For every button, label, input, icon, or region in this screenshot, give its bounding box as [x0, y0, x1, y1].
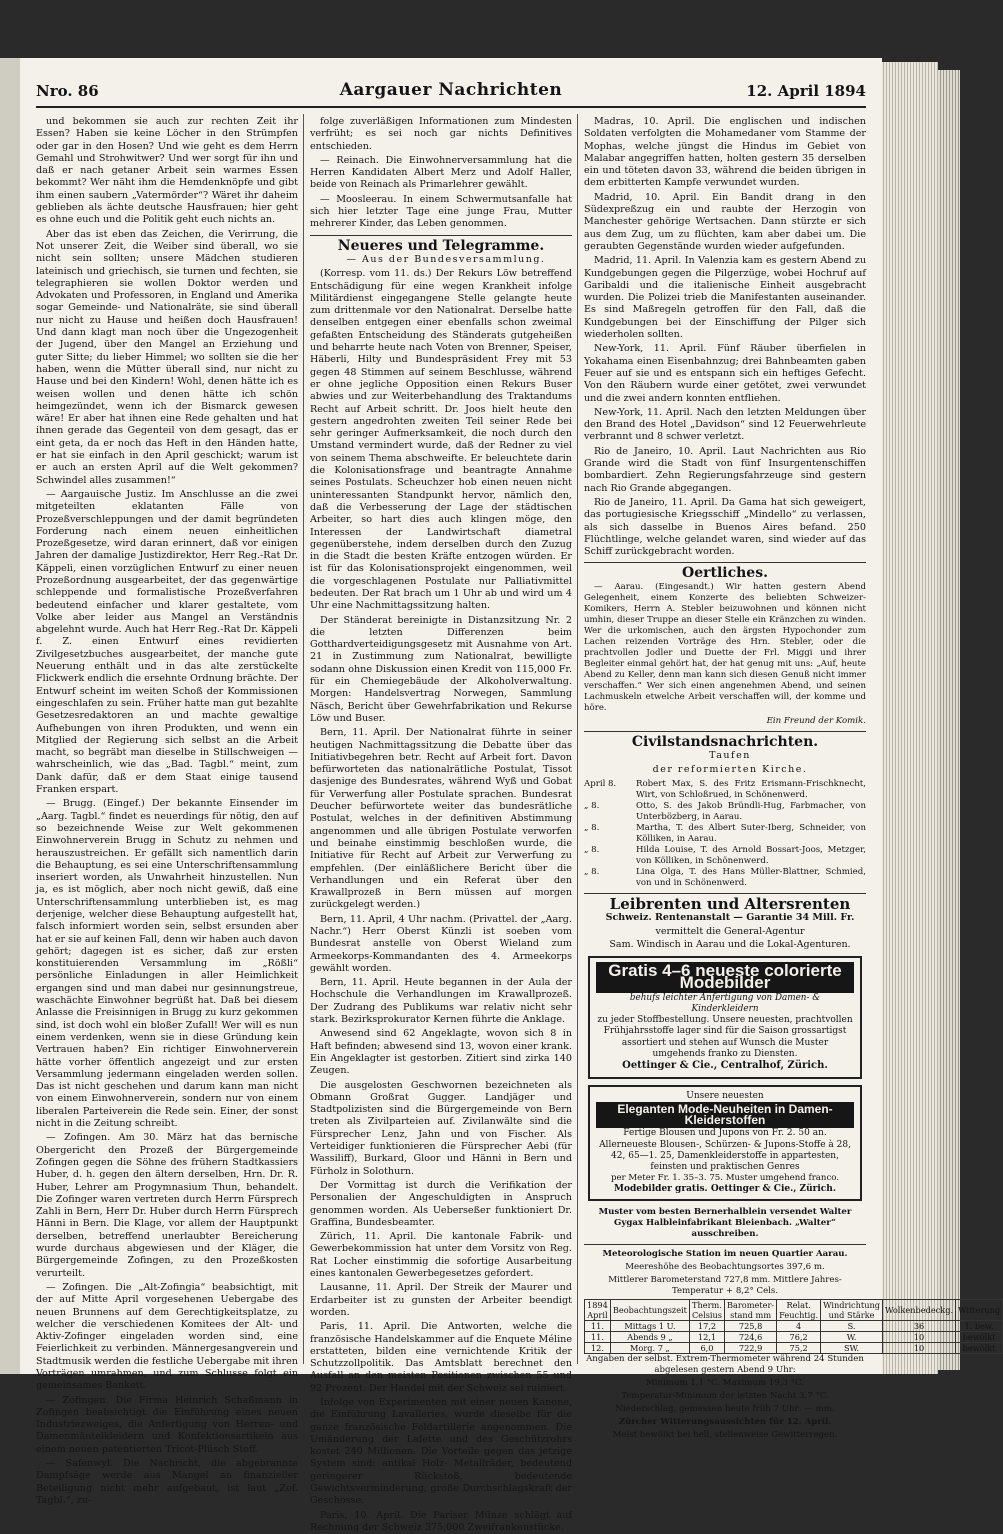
weather-cell: Mittags 1 U. [610, 1321, 689, 1332]
civil-date: April 8. [584, 778, 617, 789]
weather-cell: 11. [585, 1332, 611, 1343]
weather-row [585, 1332, 1003, 1343]
weather-header-row [585, 1300, 1003, 1321]
article-paragraph: — Zofingen. Die „Alt-Zofingia“ beabsichtigt, mit der auf Mitte April vorgesehenen Uebergabe des neuen Brunnens auf dem Gerechtigkeitsplatze, zu welcher die verschiedenen Komitees der Alt- und Aktiv-Zofinger eingeladen worden sind, eine Feierlichkeit zu verbinden. Männergesangverein und Stadtmusik werden die festliche Uebergabe mit ihren Vorträgen umrahmen, und zum Schlusse folgt ein gemeinsames Bankett. [36, 1281, 298, 1392]
local-news-paragraph: — Aarau. (Eingesandt.) Wir hatten gestern Abend Gelegenheit, einem Konzerte des beliebten Schweizer-Komikers, Herrn A. Stebler beizuwohnen und können nicht umhin, dieser Truppe an dieser Stelle ein Kränzchen zu winden. Wer die urkomischen, auch den ärgsten Hypochonder zum Lachen reizenden Vorträge des Hrn. Stebler, oder die prachtvollen Jodler und Duette der Frl. Miggi und ihrer Begleiter einmal gehört hat, der hat genug mit uns: „Auf, heute Abend zu Keller, denn man kann sich diesen Genuß nicht immer verschaffen.“ Wer sich einen angenehmen Abend, und seinen Lachmuskeln etwelche Arbeit verschaffen will, der komme und höre. [584, 581, 866, 713]
page-stack-edge-back [938, 70, 960, 1370]
section-heading-local: Oertliches. [682, 565, 768, 582]
weather-cell: bewölkt [956, 1343, 1003, 1354]
weather-note: Meist bewölkt bei hell, stellenweise Gewitterregen. [612, 1430, 838, 1441]
civil-date: „ 8. [584, 844, 600, 855]
civil-text: Lina Olga, T. des Hans Müller-Blattner, Schmied, von und in Schönenwerd. [636, 866, 866, 888]
ad-halblein: Muster vom besten Bernerhalblein versendet Walter Gygax Halbleinfabrikant Bleienbach. „Walter“ ausschreiben. [598, 1207, 852, 1240]
weather-cell: 6,0 [689, 1343, 724, 1354]
weather-cell: S. [821, 1321, 883, 1332]
ad-mode-neuheiten [588, 1085, 862, 1202]
section-divider [310, 235, 572, 236]
column-rule [303, 114, 304, 1364]
weather-cell: 725,8 [725, 1321, 777, 1332]
weather-row [585, 1321, 1003, 1332]
weather-line: Meereshöhe des Beobachtungsortes 397,6 m. [625, 1262, 825, 1273]
civil-entry [584, 845, 866, 867]
weather-cell: 10 [883, 1343, 956, 1354]
telegram-paragraph: Die ausgelosten Geschwornen bezeichneten als Obmann Großrat Gugger. Landjäger und Stadtpolizisten sind die Bürgergemeinde von Bern treten als Zivilparteien auf. Zivilanwälte sind die Fürsprecher Lenz, Jahn und von Fischer. Als Verteidiger funktionieren die Fürsprecher Aebi (für Wassiliff), Burkard, Gloor und Hänni in Bern und Fürholz in Solothurn. [310, 1079, 572, 1177]
weather-cell: Abends 9 „ [610, 1332, 689, 1343]
ad-mode-firm: Modebilder gratis. Oettinger & Cie., Zürich. [614, 1184, 836, 1195]
telegram-paragraph: New-York, 11. April. Nach den letzten Meldungen über den Brand des Hotel „Davidson“ sind 12 Feuerwehrleute verbrannt und 8 schwer verletzt. [584, 406, 866, 443]
newspaper-page [20, 58, 1001, 1533]
article-paragraph: — Zofingen. Am 30. März hat das bernische Obergericht den Prozeß der Bürgergemeinde Zofingen gegen die Söhne des frühern Stadtkassiers Huber, d. h. gegen den ältern derselben, Hrn. Dr. R. Huber, Lehrer am Progymnasium Thun, behandelt. Die Zofinger waren vertreten durch Herrn Fürsprech Zahli in Bern, Herr Dr. Huber durch Herrn Fürsprech Hänni in Bern. Die Klage, vor allem der Hauptpunkt derselben, betreffend unerlaubter Bereicherung wurde durchaus abgewiesen und der Kläger, die Bürgergemeinde Zofingen, zu den Prozeßkosten verurteilt. [36, 1132, 298, 1279]
weather-note: Temperatur-Minimum der letzten Nacht 3,7 °C. [621, 1391, 829, 1402]
ad-mode-text: Fertige Blousen und Jupons von Fr. 2. 50 an. Allerneueste Blousen-, Schürzen- & Jupons-Stoffe à 28, 42, 65—1. 25, Damenkleiderstoffe in appartesten, feinsten und praktischen Genres [599, 1128, 851, 1172]
article-paragraph: — Reinach. Die Einwohnerversammlung hat die Herren Kandidaten Albert Merz und Adolf Haller, beide von Reinach als Primarlehrer gewählt. [310, 154, 572, 191]
telegram-paragraph: Anwesend sind 62 Angeklagte, wovon sich 8 in Haft befinden; abwesend sind 13, wovon einer krank. Ein Angeklagter ist gestorben. Zitiert sind zirka 140 Zeugen. [310, 1028, 572, 1077]
issue-date: 12. April 1894 [746, 82, 866, 100]
weather-note: Niederschlag, gemessen heute früh 7 Uhr: — mm. [615, 1404, 835, 1415]
weather-cell: 11. [585, 1321, 611, 1332]
telegram-paragraph: Bern, 11. April, 4 Uhr nachm. (Privattel. der „Aarg. Nachr.“) Herr Oberst Künzli ist soeben vom Bundesrat anstelle von Oberst Wieland zum Armeekorps-Kommandanten des 4. Armeekorps gewählt worden. [310, 913, 572, 974]
weather-note: Zürcher Witterungsaussichten für 12. April. [618, 1417, 832, 1428]
article-paragraph: und bekommen sie auch zur rechten Zeit ihr Essen? Haben sie keine Löcher in den Strümpfen oder gar in den Hosen? Und wie geht es dem Herrn Gemahl und Strohwitwer? Und wer sorgt für ihn und daß er nach getaner Arbeit sein warmes Essen bekommt? Wer näht ihm die Hemdenknöpfe und gibt ihm einen saubern „Vatermörder“? Wäret ihr daheim geblieben als ächte deutsche Hausfrauen; hier geht es ohne euch und die Politik geht euch nichts an. [36, 116, 298, 226]
newspaper-title: Aargauer Nachrichten [339, 80, 563, 100]
weather-col-header: 1894 April [585, 1300, 611, 1321]
civil-entry [584, 801, 866, 823]
ad-rent-small: vermittelt die General-Agentur [655, 926, 805, 938]
weather-col-header: Windrichtung und Stärke [821, 1300, 883, 1321]
weather-heading: Meteorologische Station im neuen Quartier Aarau. [602, 1249, 848, 1260]
section-divider [584, 731, 866, 732]
weather-note: Angaben der selbst. Extrem-Thermometer während 24 Stunden abgelesen gestern Abend 9 Uhr: [586, 1354, 864, 1376]
telegram-paragraph: Zürich, 11. April. Die kantonale Fabrik- und Gewerbekommission hat unter dem Vorsitz von Reg. Rat Locher einstimmig die sofortige Ausarbeitung eines kantonalen Gewerbegesetzes gefordert. [310, 1231, 572, 1280]
telegram-paragraph: Madras, 10. April. Die englischen und indischen Soldaten verfolgten die Mohamedaner vom Stamme der Mophas, welche jüngst die Hindus im Gebiet von Malabar angegriffen hatten, holten gestern 35 derselben ein und töteten davon 33, während die beiden übrigen in dem erbitterten Kampfe verwundet wurden. [584, 116, 866, 189]
section-divider [584, 562, 866, 563]
weather-cell: 10 [883, 1332, 956, 1343]
civil-text: Robert Max, S. des Fritz Erismann-Frischknecht, Wirt, von Schloßrued, in Schönenwerd. [636, 778, 866, 800]
column-rule [577, 114, 578, 1364]
column-3 [584, 116, 1001, 1441]
ad-rent-agent: Sam. Windisch in Aarau und die Lokal-Agenturen. [609, 939, 851, 951]
article-paragraph: — Aargauische Justiz. Im Anschlusse an die zwei mitgeteilten eklatanten Fälle von Prozeßverschleppungen und der damit begründeten Forderung nach einem neuen einheitlichen Prozeßgesetze, wird daran erinnert, daß vor einigen Jahren der damalige Justizdirektor, Herr Reg.-Rat Dr. Käppeli, einen vorzüglichen Entwurf zu einer neuen Prozeßordnung ausgearbeitet, der das gegenwärtige schleppende und formalistische Prozeßverfahren bedeutend einfacher und klarer gestaltete, vom Volke aber leider aus Mangel an Verständnis abgelehnt wurde. Auch hat Herr Reg.-Rat Dr. Käppeli f. Z. einen Entwurf eines revidierten Zivilgesetzbuches ausgearbeitet, der manche gute Neuerung enthält und in das alte zerstückelte Flickwerk endlich die ersehnte Ordnung brächte. Der Entwurf scheint im weiten Schoß der Kommissionen eingeschlafen zu sein. Früher hatte man gut bezahlte Gesetzesredaktoren an und machte gewaltige Aufhebungen von ihren Produkten, und wenn ein Mitglied der Regierung sich selbst an die Arbeit macht, so begräbt man dieselbe in Stillschweigen — wahrscheinlich, wie das „Bad. Tagbl.“ meint, zum Dank dafür, daß er dem Staat einige tausend Franken erspart. [36, 488, 298, 796]
section-divider [584, 1244, 866, 1245]
page-stack-edge [878, 62, 938, 1374]
article-paragraph: folge zuverläßigen Informationen zum Mindesten verfrüht; es sei noch gar nichts Definitives entschieden. [310, 116, 572, 152]
civil-subheading: Taufen [709, 749, 751, 761]
civil-date: „ 8. [584, 822, 600, 833]
telegram-paragraph: Bern, 11. April. Heute begannen in der Aula der Hochschule die Verhandlungen im Krawallprozeß. Der Zudrang des Publikums war relativ nicht sehr stark. Bezirksprokurator Kernen führte die Anklage. [310, 977, 572, 1026]
civil-entry [584, 867, 866, 889]
column-1 [36, 116, 298, 1506]
weather-cell: Morg. 7 „ [610, 1343, 689, 1354]
civil-entry [584, 779, 866, 801]
ad-modebilder [588, 956, 862, 1079]
civil-text: Hilda Louise, T. des Arnold Bossart-Joos, Metzger, von Kölliken, in Schönenwerd. [636, 844, 866, 866]
section-heading-telegrams: Neueres und Telegramme. [337, 237, 545, 254]
section-subheading: — Aus der Bundesversammlung. [346, 253, 546, 265]
civil-church: der reformierten Kirche. [652, 764, 808, 776]
civil-date: „ 8. [584, 800, 600, 811]
civil-text: Martha, T. des Albert Suter-Iberg, Schneider, von Kölliken, in Aarau. [636, 822, 866, 844]
ad-modebilder-italic: behufs leichter Anfertigung von Damen- & Kinderkleidern [629, 992, 821, 1014]
civil-entry [584, 823, 866, 845]
weather-cell: 1. bew. [956, 1321, 1003, 1332]
civil-date: „ 8. [584, 866, 600, 877]
weather-col-header: Therm. Celsius [689, 1300, 724, 1321]
weather-col-header: Witterung [956, 1300, 1003, 1321]
weather-col-header: Barometer-stand mm [725, 1300, 777, 1321]
telegram-paragraph: New-York, 11. April. Fünf Räuber überfielen in Yokahama einen Eisenbahnzug; drei Bahnbeamten gaben Feuer auf sie und es entspann sich ein heftiges Gefecht. Von den Räubern wurde einer getötet, zwei verwundet und die zwei andern konnten entfliehen. [584, 343, 866, 404]
weather-cell: SW. [821, 1343, 883, 1354]
article-paragraph: Aber das ist eben das Zeichen, die Verirrung, die Not unserer Zeit, die Weiber sind überall, wo sie nicht sein sollten; unsere Mädchen studieren lateinisch und griechisch, sie turnen und fechten, sie telegraphieren sie wollen Doktor werden und Advokaten und Professoren, in England und Amerika sogar Gemeinde- und Nationalräte, sie sind überall nur nicht zu Hause und heißen doch Hausfrauen! Und dann klagt man noch über die Ungezogenheit der Jugend, über den Mangel an Erziehung und guter Sitte; du lieber Himmel; wo sollten sie die her haben, wenn die Mütter überall sind, nur nicht zu Hause und bei den Kindern! Wohl, denen hätte ich es weisen wollen und denen hätte ich schön heimgezündet, wenn ich der Bismarck gewesen wäre! Er aber hat ihnen eine Rede gehalten und hat ihnen gerade das Gegenteil von dem gesagt, das er eint geta, da er noch das Heft in den Händen hatte, er hat sie einfach in den April geschickt; warum ist er auch an ersten April auf die Welt gekommen? Schwindel alles zusammen!“ [36, 228, 298, 486]
article-paragraph: — Brugg. (Eingef.) Der bekannte Einsender im „Aarg. Tagbl.“ findet es neuerdings für nötig, den auf so bezeichnende Weise zur Welt gekommenen Einwohnerverein Brugg in Schutz zu nehmen und herauszustreichen. Er gefällt sich namentlich darin die Behauptung, es sei eine Unterschriftensammlung inseriert worden, als Unwahrheit hinzustellen. Nun ja, es ist möglich, aber noch nicht gewiß, daß eine Unterschriftensammlung unterblieben ist, es mag derjenige, welcher diese Behauptung aufgestellt hat, falsch informiert worden sein, selbst ersunden aber hat er sie auf keinen Fall, denn wir haben auch davon gehört; dagegen ist es sicher, daß zur ersten konstituierenden Versammlung im „Rößli“ persönliche Einladungen in aller Heimlichkeit ergangen sind und man dabei nur gesinnungstreue, waschächte Einwohner begrüßt hat. Daß bei diesem Anlasse die Freisinnigen in Brugg zu kurz gekommen sind, ist doch wohl ein bloßer Zufall! Wer will es nun einem verdenken, wenn sie in diese Gründung kein Vertrauen haben? Ein richtiger Einwohnerverein hätte vorher öffentlich angezeigt und zur ersten Versammlung jedermann eingeladen werden sollen. Das ist nicht geschehen und darum kann man nicht von einem Einwohnerverein, sondern nur von einem liberalen Parteiverein die Rede sein. Einer, der sonst nicht in die Zeitung schreibt. [36, 798, 298, 1130]
weather-cell: 36 [883, 1321, 956, 1332]
section-divider [584, 893, 866, 894]
weather-table [584, 1299, 1003, 1354]
telegram-paragraph: Paris, 11. April. Die Antworten, welche die französische Handelskammer auf die Enquete Méline erstatteten, bilden eine vernichtende Kritik der Schutzzollpolitik. Das Amtsblatt berechnet den Ausfall an den meisten Positionen zwischen 55 und 92 Prozent. Der Handel mit der Schweiz sei ruiniert. [310, 1321, 572, 1394]
telegram-paragraph: Der Vormittag ist durch die Verifikation der Personalien der Angeschuldigten in Anspruch genommen worden. Als Ueberseßer funktioniert Dr. Graffina, Bundesbeamter. [310, 1179, 572, 1228]
telegram-paragraph: Rio de Janeiro, 10. April. Laut Nachrichten aus Rio Grande wird die Stadt von fünf Insurgentenschiffen bombardiert. Zehn Regierungsfahrzeuge sind gestern nach Rio Grande abgegangen. [584, 445, 866, 494]
weather-note: Minimum 1,1 °C. Maximum 19,3 °C. [645, 1378, 805, 1389]
ad-mode-price: per Meter Fr. 1. 35–3. 75. Muster umgehend franco. [610, 1173, 840, 1184]
issue-number: Nro. 86 [36, 82, 99, 100]
telegram-paragraph: Infolge von Experimenten mit einer neuen Kanone, die Einführung Lavalleries, wurde dieselbe für die ganze französische Feldartillerie angenommen. Die Umänderung der Lafette und des Geschützrohrs kostet 240 Millionen. Die Vorteile gegen das jetzige System sind: antikal Holz- Metallräder, bedeutend geringerer Rückstoß, bedeutende Gewichtsverminderung, große Durchschlagskraft der Geschosse. [310, 1396, 572, 1507]
telegram-paragraph: Madrid, 11. April. In Valenzia kam es gestern Abend zu Kundgebungen gegen die Pilgerzüge, wobei Hochruf auf Garibaldi und die italienische Einheit ausgebracht wurden. Die Polizei trieb die Manifestanten auseinander. Es sind Maßregeln getroffen für den Fall, daß die Kundgebungen bei der Einschiffung der Pilger sich wiederholen sollten. [584, 255, 866, 341]
weather-cell: 17,2 [689, 1321, 724, 1332]
weather-cell: 75,2 [777, 1343, 821, 1354]
ad-rent-title: Leibrenten und Altersrenten [609, 894, 851, 913]
civil-text: Otto, S. des Jakob Bründli-Hug, Farbmacher, von Unterbözberg, in Aarau. [636, 800, 866, 822]
weather-line: Mittlerer Barometerstand 727,8 mm. Mittlere Jahres-Temperatur + 8,2° Cels. [608, 1275, 842, 1297]
weather-cell: 12. [585, 1343, 611, 1354]
weather-cell: 724,6 [725, 1332, 777, 1343]
weather-cell: bewölkt [956, 1332, 1003, 1343]
ad-modebilder-firm: Oettinger & Cie., Centralhof, Zürich. [622, 1060, 828, 1072]
weather-col-header: Relat. Feuchtig. [777, 1300, 821, 1321]
weather-cell: 76,2 [777, 1332, 821, 1343]
weather-col-header: Beobachtungszeit [610, 1300, 689, 1321]
weather-col-header: Wolkenbedeckg. [883, 1300, 956, 1321]
weather-cell: W. [821, 1332, 883, 1343]
article-paragraph: — Zofingen. Die Firma Heinrich Schaßmann in Zofingen beabsichtigt die Einführung eines neuen Industriezweiges, die Anfertigung von Herren- und Damenmäntelkleidern und Konfektionsartikeln aus einem neuen patentierten Tricot-Plüsch Stoff. [36, 1394, 298, 1455]
article-paragraph: — Safenwyl. Die Nachricht, die abgebrannte Dampfsäge werde aus Mangel an finanzieller Beteiligung nicht mehr aufgebaut, ist laut „Zof. Tagbl.“, zu- [36, 1458, 298, 1506]
ad-modebilder-title: Gratis 4–6 neueste colorierte Modebilder [596, 962, 854, 993]
telegram-paragraph: Rio de Janeiro, 11. April. Da Gama hat sich geweigert, das portugiesische Kriegsschiff „Mindello“ zu verlassen, als sich dasselbe in Buenos Aires befand. 250 Flüchtlinge, welche gelandet waren, sind wieder auf das Schiff zurückgebracht worden. [584, 496, 866, 558]
ad-mode-top: Unsere neuesten [686, 1090, 764, 1101]
telegram-paragraph: Madrid, 10. April. Ein Bandit drang in den Südexpreßzug ein und raubte der Herzogin von Manchester gehörige Wertsachen. Dann stürzte er sich aus dem Zug, um zu flüchten, kam aber dabei um. Die geraubten Gegenstände wurden wieder aufgefunden. [584, 191, 866, 252]
ad-rent-line: Schweiz. Rentenanstalt — Garantie 34 Mill. Fr. [605, 911, 855, 923]
telegram-paragraph: Bern, 11. April. Der Nationalrat führte in seiner heutigen Nachmittagssitzung die Debatte über das Initiativbegehren betr. Recht auf Arbeit fort. Davon befürworteten das nationalrätliche Postulat, Tissot dasjenige des Bundesrates, während Wyß und Gobat für Verwerfung aller Postulate sprachen. Bundesrat Deucher befürwortete weiter das bundesrätliche Postulat, welches in der definitiven Abstimmung angenommen und alle übrigen Postulate verworfen und beinahe einstimmig beschloßen wurde, die Initiative für Recht auf Arbeit zur Verwerfung zu empfehlen. (Der einläßlichere Bericht über die Verhandlungen und ein Referat über den Krawallprozeß in Bern müssen auf morgen zurückgelegt werden.) [310, 727, 572, 911]
left-page-edge [0, 58, 20, 1374]
weather-cell: 12,1 [689, 1332, 724, 1343]
section-heading-civil: Civilstandsnachrichten. [631, 733, 819, 750]
local-news-signature: Ein Freund der Komik. [766, 715, 866, 726]
weather-cell: 4 [777, 1321, 821, 1332]
telegram-paragraph: Paris, 10. April. Die Pariser Münze schlägt auf Rechnung der Schweiz 375,000 Zweifrankenstücke. [310, 1509, 572, 1533]
ad-mode-title: Eleganten Mode-Neuheiten in Damen-Kleiderstoffen [596, 1102, 854, 1128]
telegram-paragraph: Der Ständerat bereinigte in Distanzsitzung Nr. 2 die letzten Differenzen beim Gotthardverteidigungsgesetz mit Ausnahme von Art. 21 in Zustimmung zum Nationalrat, bewilligte sodann ohne Diskussion einen Kredit von 115,000 Fr. für ein Chemiegebäude der Alkoholverwaltung. Morgen: Handelsvertrag Norwegen, Sammlung Näsch, Bericht über Gewehrfabrikation und Rekurse Löw und Buser. [310, 614, 572, 724]
weather-row [585, 1343, 1003, 1354]
telegram-paragraph: Lausanne, 11. April. Der Streik der Maurer und Erdarbeiter ist zu gunsten der Arbeiter beendigt worden. [310, 1282, 572, 1318]
column-2 [310, 116, 572, 1533]
telegram-paragraph: (Korresp. vom 11. ds.) Der Rekurs Löw betreffend Entschädigung für eine wegen Krankheit infolge Militärdienst eingegangene Stelle gelangte heute zum drittenmale vor den Nationalrat. Derselbe hatte denselben entgegen einer ebenfalls schon zweimal gefaßten Entscheidung des Ständerats gutgeheißen und beharrte heute nach Voten von Brenner, Speiser, Häberli, Hilty und Bundespräsident Frey mit 53 gegen 48 Stimmen auf seinem Beschlusse, während er ohne jegliche Opposition einen Rekurs Buser abwies und zur Weiterbehandlung des Traktandums Recht auf Arbeit schritt. Dr. Joos hielt heute den gestern angedrohten zweiten Teil seiner Rede bei sehr geringer Aufmerksamkeit, die noch durch den Umstand vermindert wurde, daß der Redner zu viel von seinem Thema abschweifte. Er beleuchtete darin die Kolonisationsfrage und beantragte Annahme seines Postulats. Scheuchzer hob einen neuen nicht uninteressanten Standpunkt hervor, nämlich den, daß die Verbesserung der Lage der städtischen Arbeiter, so hart dies auch klingen möge, den Interessen der Landwirtschaft diametral gegenüberstehe, indem derselben durch den Zuzug in die Stadt die besten Kräfte entzogen würden. Er ist für das Kolonisationsprojekt eingenommen, weil die vorgeschlagenen Postulate nur Palliativmittel bedeuten. Der Rat brach um 1 Uhr ab und wird um 4 Uhr eine Nachmittagssitzung halten. [310, 268, 572, 612]
weather-cell: 722,9 [725, 1343, 777, 1354]
article-paragraph: — Moosleerau. In einem Schwermutsanfalle hat sich hier letzter Tage eine junge Frau, Mutter mehrerer Kinder, das Leben genommen. [310, 193, 572, 230]
masthead [36, 80, 866, 108]
ad-modebilder-text: zu jeder Stoffbestellung. Unsere neuesten, prachtvollen Frühjahrsstoffe lager sind für die Saison grossartigst assortiert und stehen auf Wunsch die Muster umgehends franko zu Diensten. [597, 1014, 853, 1059]
